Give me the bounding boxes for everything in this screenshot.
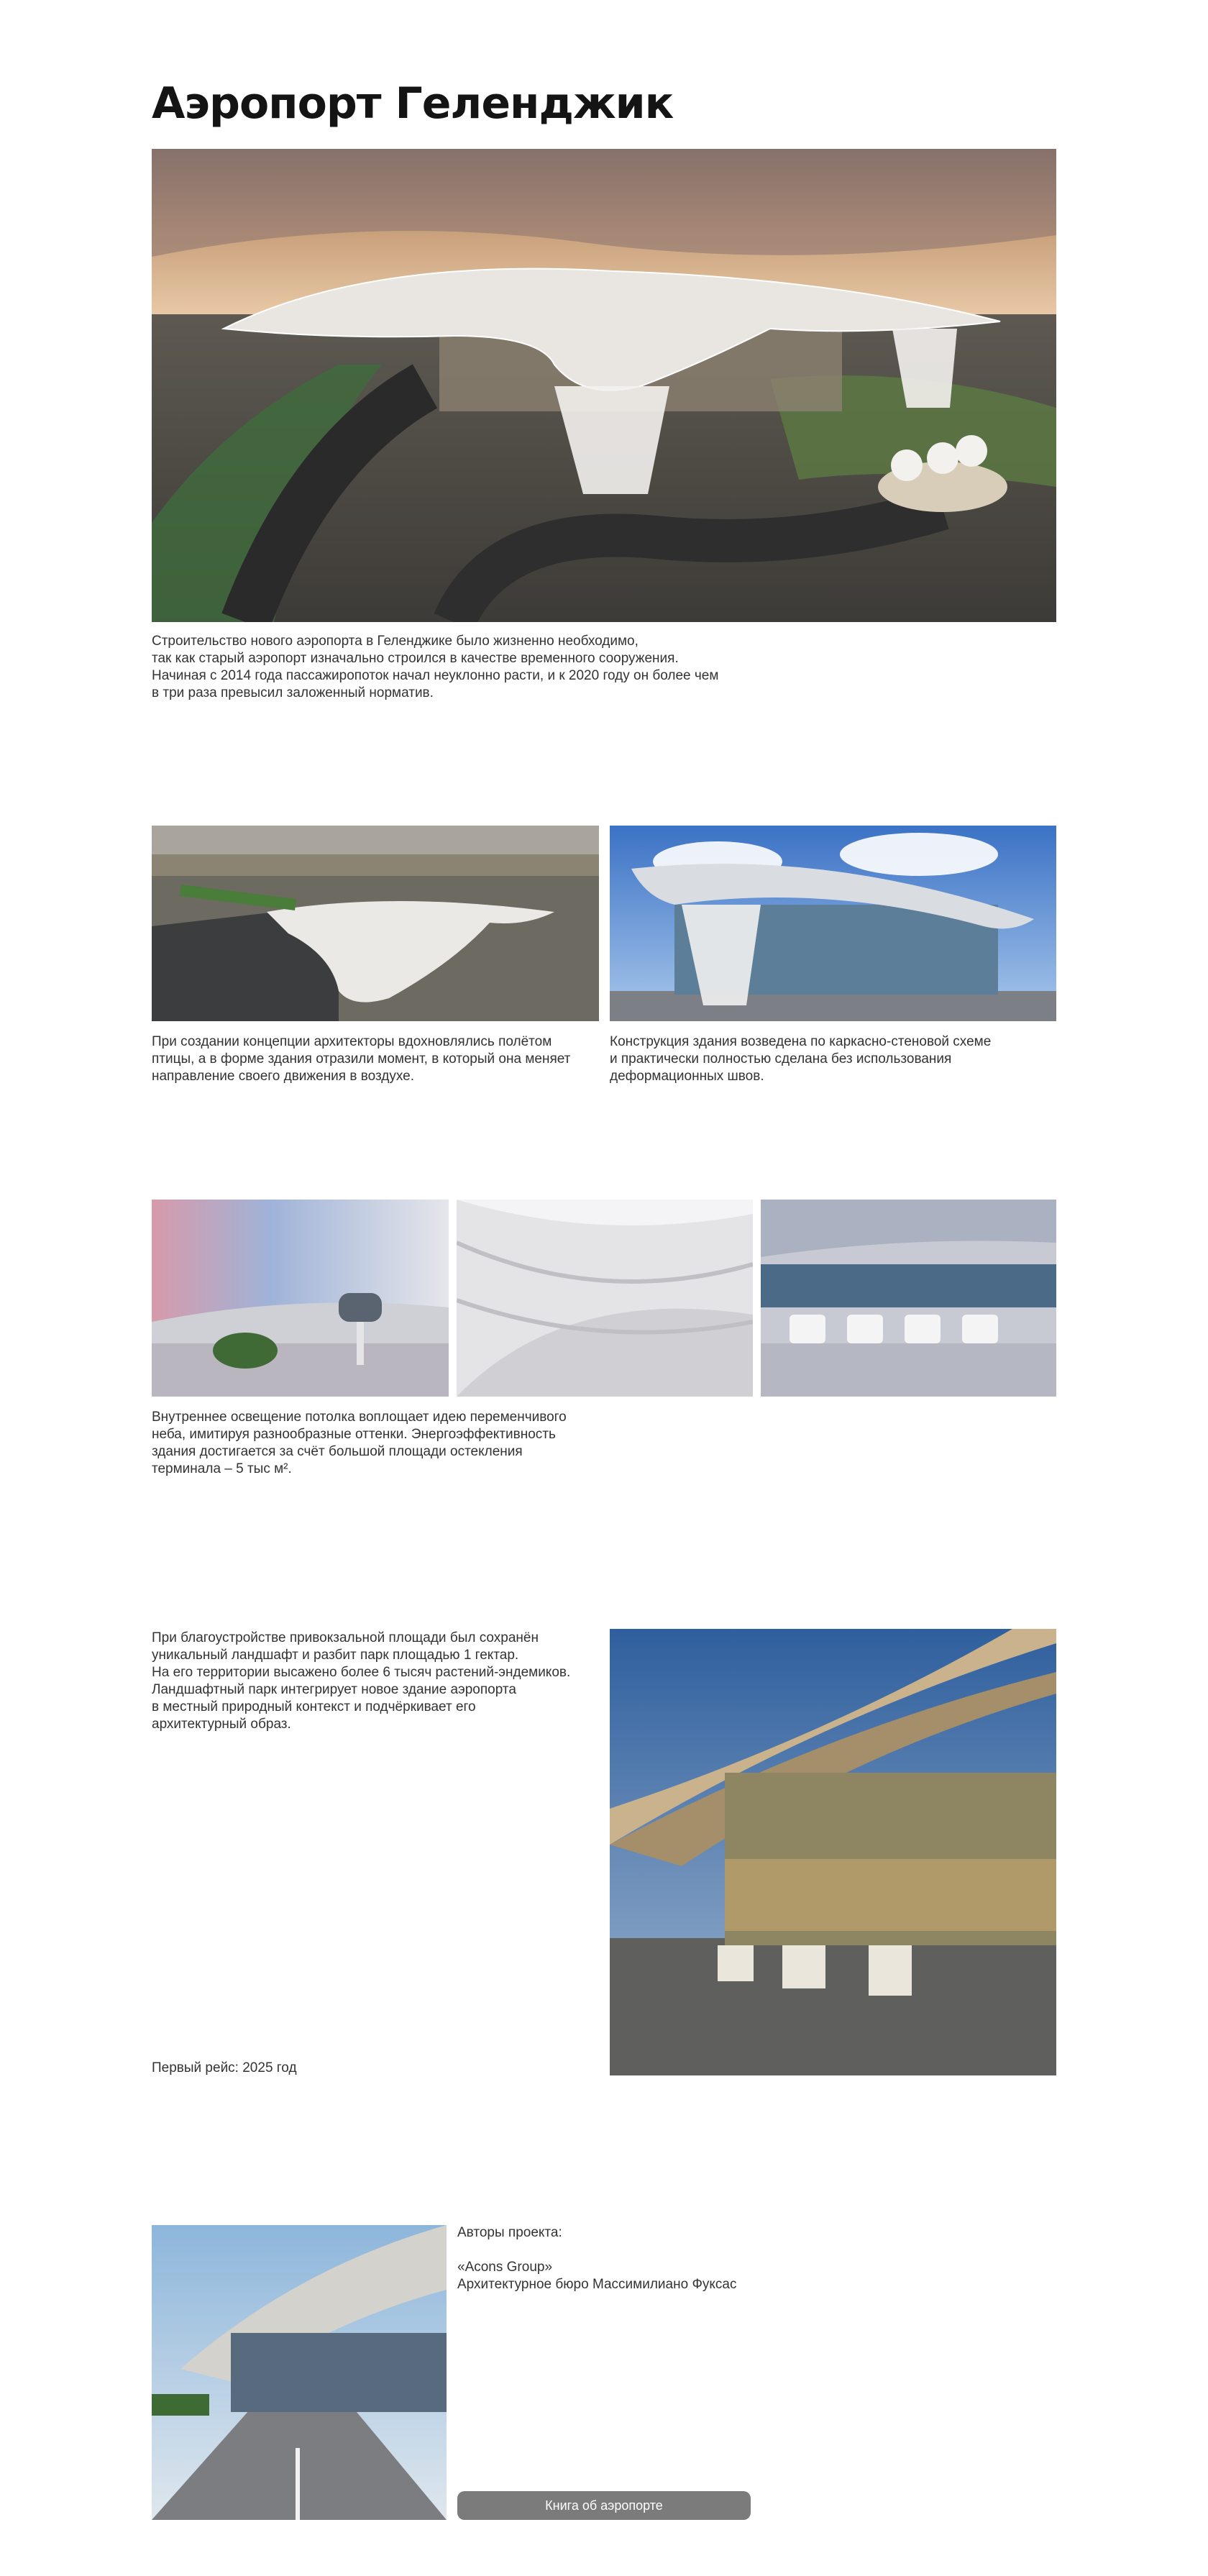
hero-airport-photo [152, 149, 1056, 622]
terminal-street-photo [152, 2225, 447, 2520]
aerial-terminal-photo [152, 826, 599, 1021]
landscape-caption: При благоустройстве привокзальной площади был сохранён уникальный ландшафт и разбит парк площадью 1 гектар. На его территории высажено более 6 тысяч растений-эндемиков. Ландшафтный парк интегрирует новое здание аэропорта в местный природный контекст и подчёркивает его архитектурный образ. [152, 1630, 571, 1732]
hero-caption: Строительство нового аэропорта в Геленджике было жизненно необходимо, так как старый аэропорт изначально строился в качестве временного сооружения. Начиная с 2014 года пассажиропоток начал неуклонно расти, и к 2020 году он более чем в три раза превысил заложенный норматив. [152, 634, 719, 700]
first-flight-text: Первый рейс: 2025 год [152, 2060, 297, 2075]
terminal-facade-sky-photo [610, 826, 1056, 1021]
ceiling-lattice-photo [457, 1200, 753, 1397]
page-title: Аэропорт Геленджик [152, 78, 674, 129]
lighting-caption: Внутреннее освещение потолка воплощает идею переменчивого неба, имитируя разнообразные оттенки. Энергоэффективность здания достигается за счёт большой площади остекления терминала – 5 тыс м². [152, 1410, 567, 1476]
book-button[interactable]: Книга об аэропорте [457, 2491, 751, 2520]
terminal-entrance-photo [610, 1629, 1056, 2075]
authors-caption: Авторы проекта: «Acons Group» Архитектурное бюро Массимилиано Фуксас [457, 2225, 737, 2292]
interior-hall-photo [152, 1200, 449, 1397]
check-in-counters-photo [761, 1200, 1056, 1397]
concept-caption: При создании концепции архитекторы вдохновлялись полётом птицы, а в форме здания отразили момент, в который она меняет направление своего движения в воздухе. [152, 1034, 571, 1084]
structure-caption: Конструкция здания возведена по каркасно-стеновой схеме и практически полностью сделана без использования деформационных швов. [610, 1034, 992, 1084]
